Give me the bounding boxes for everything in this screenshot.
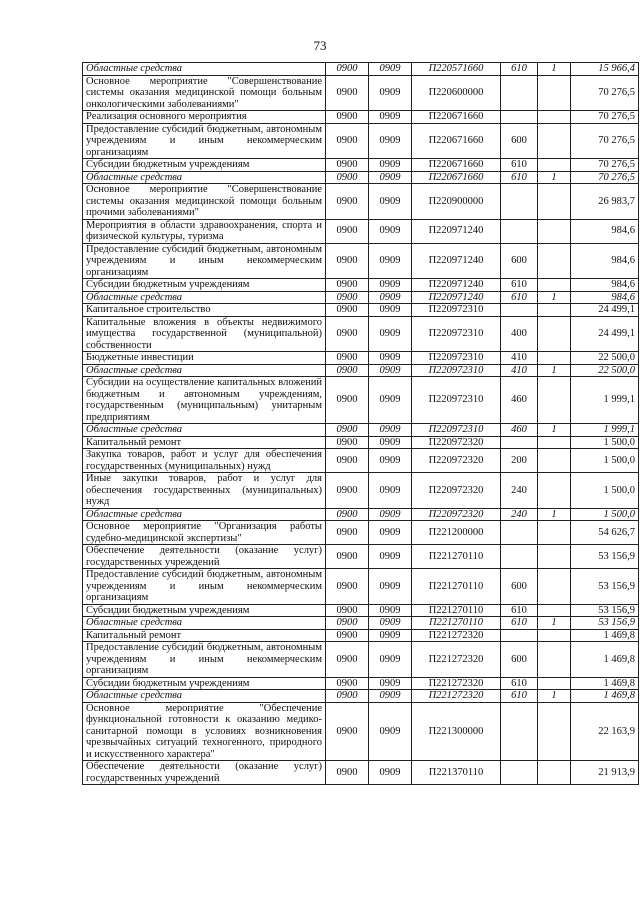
- row-section-code: 0909: [369, 279, 412, 292]
- row-name: Предоставление субсидий бюджетным, автономным учреждениям и иным некоммерческим организациям: [83, 569, 326, 605]
- table-row: [83, 316, 639, 352]
- row-ved-code: 0900: [326, 604, 369, 617]
- row-amount: 15 966,4: [571, 63, 639, 76]
- row-name: Субсидии бюджетным учреждениям: [83, 604, 326, 617]
- row-section-code: 0909: [369, 219, 412, 243]
- row-source-code: [538, 184, 571, 220]
- row-target-code: П220671660: [412, 171, 501, 184]
- regional-funds-row: [83, 171, 639, 184]
- row-name: Предоставление субсидий бюджетным, автономным учреждениям и иным некоммерческим организациям: [83, 243, 326, 279]
- row-source-code: [538, 75, 571, 111]
- row-section-code: 0909: [369, 184, 412, 220]
- table-row: [83, 111, 639, 124]
- row-expense-type: [501, 304, 538, 317]
- row-source-code: [538, 449, 571, 473]
- row-ved-code: 0900: [326, 352, 369, 365]
- row-name: Иные закупки товаров, работ и услуг для обеспечения государственных (муниципальных) нужд: [83, 473, 326, 509]
- row-name: Капитальные вложения в объекты недвижимого имущества государственной (муниципальной) собственности: [83, 316, 326, 352]
- row-name: Закупка товаров, работ и услуг для обеспечения государственных (муниципальных) нужд: [83, 449, 326, 473]
- row-expense-type: 610: [501, 690, 538, 703]
- row-expense-type: [501, 184, 538, 220]
- row-section-code: 0909: [369, 604, 412, 617]
- row-expense-type: 600: [501, 642, 538, 678]
- row-ved-code: 0900: [326, 569, 369, 605]
- table-row: [83, 473, 639, 509]
- row-section-code: 0909: [369, 449, 412, 473]
- row-name: Обеспечение деятельности (оказание услуг) государственных учреждений: [83, 761, 326, 785]
- row-target-code: П220900000: [412, 184, 501, 220]
- table-row: [83, 521, 639, 545]
- table-row: [83, 377, 639, 424]
- row-source-code: 1: [538, 291, 571, 304]
- row-section-code: 0909: [369, 702, 412, 761]
- regional-funds-row: [83, 364, 639, 377]
- row-expense-type: [501, 111, 538, 124]
- budget-table-body: [83, 63, 639, 785]
- row-ved-code: 0900: [326, 304, 369, 317]
- row-expense-type: [501, 702, 538, 761]
- row-ved-code: 0900: [326, 424, 369, 437]
- regional-funds-row: [83, 690, 639, 703]
- row-amount: 1 500,0: [571, 508, 639, 521]
- row-ved-code: 0900: [326, 508, 369, 521]
- table-row: [83, 604, 639, 617]
- row-amount: 53 156,9: [571, 569, 639, 605]
- row-target-code: П220600000: [412, 75, 501, 111]
- table-row: [83, 761, 639, 785]
- row-name: Предоставление субсидий бюджетным, автономным учреждениям и иным некоммерческим организациям: [83, 642, 326, 678]
- row-expense-type: 200: [501, 449, 538, 473]
- row-name: Реализация основного мероприятия: [83, 111, 326, 124]
- row-target-code: П220972320: [412, 449, 501, 473]
- table-row: [83, 75, 639, 111]
- row-source-code: [538, 642, 571, 678]
- row-expense-type: 610: [501, 617, 538, 630]
- regional-funds-row: [83, 291, 639, 304]
- row-target-code: П221300000: [412, 702, 501, 761]
- row-target-code: П220972310: [412, 352, 501, 365]
- row-name: Областные средства: [83, 508, 326, 521]
- row-section-code: 0909: [369, 761, 412, 785]
- row-amount: 22 163,9: [571, 702, 639, 761]
- table-row: [83, 159, 639, 172]
- row-ved-code: 0900: [326, 219, 369, 243]
- row-section-code: 0909: [369, 521, 412, 545]
- row-target-code: П220972310: [412, 377, 501, 424]
- row-source-code: [538, 521, 571, 545]
- row-target-code: П221272320: [412, 690, 501, 703]
- row-ved-code: 0900: [326, 677, 369, 690]
- row-source-code: [538, 702, 571, 761]
- row-expense-type: 460: [501, 377, 538, 424]
- row-section-code: 0909: [369, 377, 412, 424]
- row-ved-code: 0900: [326, 159, 369, 172]
- row-expense-type: [501, 761, 538, 785]
- row-amount: 1 999,1: [571, 424, 639, 437]
- row-target-code: П221370110: [412, 761, 501, 785]
- row-section-code: 0909: [369, 629, 412, 642]
- row-amount: 984,6: [571, 219, 639, 243]
- row-section-code: 0909: [369, 243, 412, 279]
- row-amount: 26 983,7: [571, 184, 639, 220]
- row-target-code: П220972320: [412, 436, 501, 449]
- row-ved-code: 0900: [326, 316, 369, 352]
- row-amount: 984,6: [571, 291, 639, 304]
- row-expense-type: 610: [501, 677, 538, 690]
- row-name: Областные средства: [83, 364, 326, 377]
- row-target-code: П220571660: [412, 63, 501, 76]
- row-amount: 24 499,1: [571, 304, 639, 317]
- row-ved-code: 0900: [326, 642, 369, 678]
- row-expense-type: 600: [501, 243, 538, 279]
- row-amount: 70 276,5: [571, 75, 639, 111]
- row-amount: 1 469,8: [571, 629, 639, 642]
- row-expense-type: 610: [501, 159, 538, 172]
- row-expense-type: [501, 545, 538, 569]
- row-ved-code: 0900: [326, 75, 369, 111]
- row-expense-type: 610: [501, 279, 538, 292]
- row-name: Основное мероприятие "Организация работы судебно-медицинской экспертизы": [83, 521, 326, 545]
- row-section-code: 0909: [369, 171, 412, 184]
- row-source-code: [538, 219, 571, 243]
- row-amount: 1 469,8: [571, 642, 639, 678]
- row-name: Субсидии бюджетным учреждениям: [83, 159, 326, 172]
- row-ved-code: 0900: [326, 291, 369, 304]
- row-name: Основное мероприятие "Совершенствование системы оказания медицинской помощи больным прочими заболеваниями": [83, 184, 326, 220]
- row-target-code: П220972310: [412, 316, 501, 352]
- row-target-code: П220971240: [412, 279, 501, 292]
- row-expense-type: [501, 436, 538, 449]
- row-name: Капитальное строительство: [83, 304, 326, 317]
- row-amount: 21 913,9: [571, 761, 639, 785]
- row-amount: 1 469,8: [571, 690, 639, 703]
- row-source-code: [538, 545, 571, 569]
- row-amount: 53 156,9: [571, 617, 639, 630]
- table-row: [83, 677, 639, 690]
- row-target-code: П220971240: [412, 243, 501, 279]
- row-ved-code: 0900: [326, 184, 369, 220]
- row-expense-type: [501, 219, 538, 243]
- row-source-code: [538, 629, 571, 642]
- row-expense-type: 610: [501, 604, 538, 617]
- row-section-code: 0909: [369, 304, 412, 317]
- row-amount: 1 500,0: [571, 449, 639, 473]
- table-row: [83, 279, 639, 292]
- row-source-code: [538, 569, 571, 605]
- row-name: Областные средства: [83, 617, 326, 630]
- row-ved-code: 0900: [326, 617, 369, 630]
- table-row: [83, 702, 639, 761]
- row-source-code: 1: [538, 424, 571, 437]
- row-section-code: 0909: [369, 642, 412, 678]
- row-section-code: 0909: [369, 436, 412, 449]
- row-source-code: 1: [538, 364, 571, 377]
- row-amount: 1 999,1: [571, 377, 639, 424]
- row-section-code: 0909: [369, 690, 412, 703]
- row-target-code: П220671660: [412, 111, 501, 124]
- row-target-code: П220671660: [412, 159, 501, 172]
- row-name: Капитальный ремонт: [83, 436, 326, 449]
- row-amount: 1 500,0: [571, 436, 639, 449]
- row-name: Капитальный ремонт: [83, 629, 326, 642]
- table-row: [83, 243, 639, 279]
- table-row: [83, 629, 639, 642]
- row-section-code: 0909: [369, 617, 412, 630]
- row-amount: 1 500,0: [571, 473, 639, 509]
- row-source-code: 1: [538, 617, 571, 630]
- row-source-code: 1: [538, 508, 571, 521]
- row-name: Мероприятия в области здравоохранения, спорта и физической культуры, туризма: [83, 219, 326, 243]
- row-source-code: [538, 111, 571, 124]
- row-section-code: 0909: [369, 569, 412, 605]
- row-ved-code: 0900: [326, 436, 369, 449]
- row-target-code: П221272320: [412, 677, 501, 690]
- row-source-code: 1: [538, 63, 571, 76]
- regional-funds-row: [83, 424, 639, 437]
- row-source-code: [538, 279, 571, 292]
- row-amount: 70 276,5: [571, 111, 639, 124]
- page-number: 73: [313, 38, 327, 53]
- row-amount: 70 276,5: [571, 159, 639, 172]
- row-target-code: П220972310: [412, 364, 501, 377]
- row-ved-code: 0900: [326, 761, 369, 785]
- table-row: [83, 436, 639, 449]
- row-source-code: [538, 159, 571, 172]
- budget-table: [82, 62, 639, 785]
- row-section-code: 0909: [369, 159, 412, 172]
- row-expense-type: 600: [501, 123, 538, 159]
- row-name: Областные средства: [83, 63, 326, 76]
- row-ved-code: 0900: [326, 243, 369, 279]
- row-target-code: П221272320: [412, 642, 501, 678]
- row-section-code: 0909: [369, 508, 412, 521]
- row-target-code: П220972310: [412, 424, 501, 437]
- row-expense-type: 610: [501, 63, 538, 76]
- row-target-code: П220971240: [412, 291, 501, 304]
- table-row: [83, 184, 639, 220]
- row-amount: 984,6: [571, 279, 639, 292]
- row-amount: 53 156,9: [571, 545, 639, 569]
- row-ved-code: 0900: [326, 690, 369, 703]
- row-section-code: 0909: [369, 352, 412, 365]
- row-amount: 53 156,9: [571, 604, 639, 617]
- row-amount: 984,6: [571, 243, 639, 279]
- row-ved-code: 0900: [326, 702, 369, 761]
- row-expense-type: 610: [501, 291, 538, 304]
- row-amount: 24 499,1: [571, 316, 639, 352]
- row-target-code: П220972320: [412, 508, 501, 521]
- regional-funds-row: [83, 617, 639, 630]
- row-name: Обеспечение деятельности (оказание услуг) государственных учреждений: [83, 545, 326, 569]
- row-target-code: П221270110: [412, 545, 501, 569]
- row-source-code: [538, 243, 571, 279]
- row-target-code: П221270110: [412, 617, 501, 630]
- row-expense-type: 610: [501, 171, 538, 184]
- row-name: Областные средства: [83, 291, 326, 304]
- row-section-code: 0909: [369, 364, 412, 377]
- row-name: Основное мероприятие "Совершенствование системы оказания медицинской помощи больным онкологическими заболеваниями": [83, 75, 326, 111]
- table-row: [83, 352, 639, 365]
- row-source-code: [538, 436, 571, 449]
- row-ved-code: 0900: [326, 377, 369, 424]
- row-amount: 70 276,5: [571, 123, 639, 159]
- row-amount: 22 500,0: [571, 364, 639, 377]
- row-expense-type: 600: [501, 569, 538, 605]
- row-section-code: 0909: [369, 75, 412, 111]
- row-name: Бюджетные инвестиции: [83, 352, 326, 365]
- row-amount: 70 276,5: [571, 171, 639, 184]
- table-row: [83, 449, 639, 473]
- row-source-code: 1: [538, 171, 571, 184]
- row-section-code: 0909: [369, 677, 412, 690]
- row-section-code: 0909: [369, 111, 412, 124]
- row-name: Субсидии бюджетным учреждениям: [83, 677, 326, 690]
- row-target-code: П221270110: [412, 604, 501, 617]
- regional-funds-row: [83, 63, 639, 76]
- row-source-code: [538, 123, 571, 159]
- row-expense-type: [501, 75, 538, 111]
- row-source-code: 1: [538, 690, 571, 703]
- row-expense-type: 240: [501, 473, 538, 509]
- row-name: Субсидии на осуществление капитальных вложений бюджетным и автономным учреждениям, государственным (муниципальным) унитарным предприятиям: [83, 377, 326, 424]
- row-name: Предоставление субсидий бюджетным, автономным учреждениям и иным некоммерческим организациям: [83, 123, 326, 159]
- row-section-code: 0909: [369, 473, 412, 509]
- row-target-code: П221200000: [412, 521, 501, 545]
- row-section-code: 0909: [369, 63, 412, 76]
- row-ved-code: 0900: [326, 521, 369, 545]
- row-section-code: 0909: [369, 123, 412, 159]
- table-row: [83, 642, 639, 678]
- row-section-code: 0909: [369, 424, 412, 437]
- row-source-code: [538, 473, 571, 509]
- row-expense-type: 400: [501, 316, 538, 352]
- table-row: [83, 219, 639, 243]
- row-amount: 1 469,8: [571, 677, 639, 690]
- row-name: Субсидии бюджетным учреждениям: [83, 279, 326, 292]
- table-row: [83, 545, 639, 569]
- row-name: Областные средства: [83, 690, 326, 703]
- row-section-code: 0909: [369, 291, 412, 304]
- row-target-code: П221270110: [412, 569, 501, 605]
- row-ved-code: 0900: [326, 364, 369, 377]
- row-ved-code: 0900: [326, 449, 369, 473]
- row-ved-code: 0900: [326, 123, 369, 159]
- row-ved-code: 0900: [326, 279, 369, 292]
- row-expense-type: 410: [501, 352, 538, 365]
- row-target-code: П221272320: [412, 629, 501, 642]
- row-expense-type: [501, 521, 538, 545]
- table-row: [83, 304, 639, 317]
- row-name: Областные средства: [83, 424, 326, 437]
- row-source-code: [538, 761, 571, 785]
- row-ved-code: 0900: [326, 111, 369, 124]
- table-row: [83, 123, 639, 159]
- row-expense-type: 410: [501, 364, 538, 377]
- row-section-code: 0909: [369, 316, 412, 352]
- row-source-code: [538, 677, 571, 690]
- regional-funds-row: [83, 508, 639, 521]
- row-source-code: [538, 304, 571, 317]
- row-source-code: [538, 352, 571, 365]
- row-name: Основное мероприятие "Обеспечение функциональной готовности к оказанию медико-санитарной помощи в условиях возникновения чрезвычайных ситуаций техногенного, природного и искусственного характера": [83, 702, 326, 761]
- row-section-code: 0909: [369, 545, 412, 569]
- row-target-code: П220972310: [412, 304, 501, 317]
- row-ved-code: 0900: [326, 63, 369, 76]
- row-source-code: [538, 377, 571, 424]
- row-amount: 54 626,7: [571, 521, 639, 545]
- row-amount: 22 500,0: [571, 352, 639, 365]
- row-source-code: [538, 604, 571, 617]
- row-ved-code: 0900: [326, 171, 369, 184]
- row-target-code: П220971240: [412, 219, 501, 243]
- table-row: [83, 569, 639, 605]
- row-name: Областные средства: [83, 171, 326, 184]
- row-target-code: П220972320: [412, 473, 501, 509]
- row-expense-type: [501, 629, 538, 642]
- row-ved-code: 0900: [326, 629, 369, 642]
- row-ved-code: 0900: [326, 473, 369, 509]
- row-expense-type: 460: [501, 424, 538, 437]
- row-source-code: [538, 316, 571, 352]
- row-expense-type: 240: [501, 508, 538, 521]
- row-target-code: П220671660: [412, 123, 501, 159]
- row-ved-code: 0900: [326, 545, 369, 569]
